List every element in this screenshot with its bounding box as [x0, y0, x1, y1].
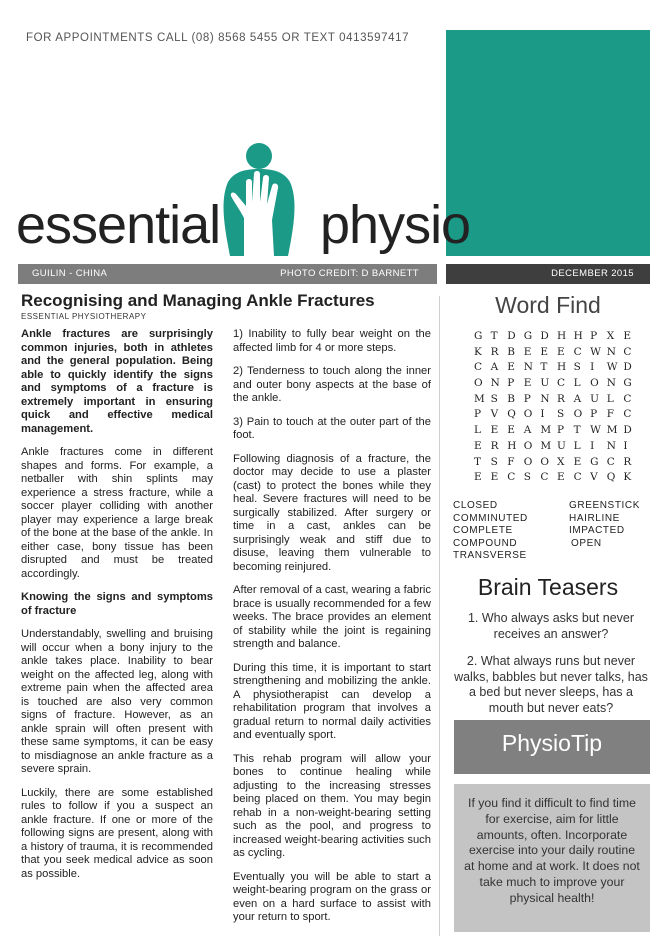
- word-find-letter: A: [573, 392, 582, 405]
- word-find-letter: E: [490, 424, 499, 437]
- article-paragraph: After removal of a cast, wearing a fabric brace is usually recommended for a few weeks. The brace provides an element of stability while the joint is regaining strength and balance.: [233, 584, 431, 650]
- word-find-letter: H: [507, 439, 517, 452]
- word-find-letter: K: [474, 345, 482, 358]
- word-list-item: CLOSED: [453, 500, 498, 511]
- word-list-right: [569, 500, 640, 550]
- brain-teaser-2: 2. What always runs but never walks, babbles but never talks, has a bed but never sleeps, has a mouth but never eats?: [454, 654, 648, 715]
- word-find-letter: G: [623, 377, 632, 390]
- physio-tip-title: PhysioTip: [501, 730, 603, 756]
- word-find-letter: X: [556, 455, 565, 468]
- article-paragraph: During this time, it is important to start strengthening and mobilizing the ankle. A physiotherapist can develop a rehabilitation program that involves a gradual return to normal daily activities and eventually sport.: [233, 661, 431, 741]
- word-find-letter: E: [490, 471, 499, 484]
- article-paragraph: Eventually you will be able to start a weight-bearing program on the grass or even on a hard surface to assist with your return to sport.: [233, 870, 431, 923]
- word-find-letter: A: [523, 424, 532, 437]
- word-find-letter: G: [523, 330, 533, 342]
- logo: [14, 138, 471, 256]
- article-intro: Ankle fractures are surprisingly common injuries, both in athletes and the general population. Being able to quickly identify the signs and symptoms of a fracture is extremely important in ensuring quick and effective medical management.: [21, 328, 213, 435]
- word-list-item: GREENSTICK: [569, 500, 641, 511]
- article-column-2: [233, 328, 431, 935]
- article-paragraph: This rehab program will allow your bones to continue healing while adjusting to the increasing stresses being placed on them. You may begin rehab in a non-weight-bearing setting such as the pool, and progress to increased weight-bearing activities such as cycling.: [233, 752, 431, 859]
- logo-word-essential: essential: [16, 195, 221, 255]
- word-find-letter: M: [606, 424, 618, 437]
- word-find-letter: W: [606, 361, 618, 374]
- word-find-letter: E: [523, 345, 532, 358]
- word-find-letter: C: [556, 377, 566, 390]
- word-find-letter: S: [523, 471, 531, 484]
- word-find-letter: A: [490, 361, 499, 374]
- word-find-letter: U: [556, 439, 566, 452]
- word-find-letter: C: [573, 345, 582, 358]
- word-find-letter: I: [623, 439, 628, 452]
- word-list-item: HAIRLINE: [569, 512, 620, 524]
- word-find-letter: D: [507, 330, 516, 342]
- appointment-contact: FOR APPOINTMENTS CALL (08) 8568 5455 OR TEXT 0413597417: [26, 32, 410, 44]
- word-find-row: [474, 456, 640, 472]
- word-find-letter: G: [474, 330, 483, 342]
- word-find-letter: R: [623, 455, 632, 468]
- word-find-letter: V: [590, 471, 598, 484]
- word-find-row: [474, 346, 640, 362]
- word-find-letter: P: [590, 408, 598, 421]
- word-find-letter: O: [523, 408, 533, 421]
- hand-figure-icon: [200, 138, 318, 256]
- word-find-letter: T: [540, 361, 548, 374]
- word-find-letter: P: [474, 408, 482, 421]
- word-find-letter: S: [490, 455, 498, 468]
- word-find-letter: D: [540, 330, 549, 342]
- article-paragraph: Following diagnosis of a fracture, the doctor may decide to use a plaster (cast) to protect the bones while they heal. Severe fractures will need to be surgically stabilized. After surgery or time in a cast, ankles can be surprisingly weak and stiff due to disuse, leaving them vulnerable to becoming reinjured.: [233, 452, 431, 573]
- photo-location: GUILIN - CHINA: [32, 268, 108, 279]
- word-find-letter: I: [540, 408, 545, 421]
- date-bar: [446, 264, 650, 284]
- word-find-letter: N: [606, 345, 616, 358]
- word-list-item: COMPOUND: [453, 537, 518, 549]
- word-find-letter: O: [573, 408, 583, 421]
- article-title: Recognising and Managing Ankle Fractures: [21, 291, 375, 310]
- word-find-letter: S: [556, 408, 565, 421]
- word-find-letter: I: [590, 439, 595, 452]
- word-find-letter: E: [474, 439, 482, 452]
- word-find-letter: N: [606, 377, 616, 390]
- word-find-letter: N: [490, 377, 500, 390]
- word-find-letter: L: [474, 424, 481, 437]
- word-find-row: [474, 440, 640, 456]
- word-list-item: COMMINUTED: [453, 512, 528, 524]
- word-find-letter: R: [556, 392, 565, 405]
- word-find-letter: C: [573, 471, 582, 484]
- word-find-letter: F: [606, 408, 615, 421]
- word-find-row: [474, 471, 640, 487]
- word-find-letter: E: [556, 471, 565, 484]
- word-find-letter: Q: [507, 408, 516, 421]
- word-find-letter: S: [490, 392, 498, 405]
- word-find-row: [474, 330, 640, 346]
- word-find-letter: I: [590, 361, 595, 374]
- word-find-title: Word Find: [495, 292, 601, 318]
- word-find-letter: F: [507, 455, 515, 468]
- physio-tip-header: [454, 720, 650, 774]
- word-find-letter: C: [623, 392, 632, 405]
- word-find-letter: R: [490, 345, 499, 358]
- word-find-letter: X: [606, 330, 615, 342]
- word-find-letter: P: [556, 424, 565, 437]
- word-find-letter: E: [623, 330, 632, 342]
- word-find-letter: P: [523, 392, 531, 405]
- word-find-letter: E: [573, 455, 582, 468]
- brain-teasers-title: Brain Teasers: [477, 574, 619, 600]
- header-color-block: [446, 30, 650, 256]
- word-find-letter: D: [623, 361, 632, 374]
- word-find-letter: U: [540, 377, 550, 390]
- word-find-letter: H: [556, 330, 567, 342]
- word-find-letter: B: [507, 345, 515, 358]
- word-find-row: [474, 377, 640, 393]
- word-list-item: TRANSVERSE: [453, 550, 527, 562]
- word-find-letter: H: [573, 330, 583, 342]
- word-find-letter: H: [556, 361, 567, 374]
- photo-credit: PHOTO CREDIT: D BARNETT: [280, 268, 419, 279]
- word-find-row: [474, 361, 640, 377]
- word-find-grid: [474, 330, 640, 487]
- info-bar: [18, 264, 437, 284]
- physio-tip-box: [454, 784, 650, 932]
- issue-date: DECEMBER 2015: [551, 268, 634, 279]
- word-find-letter: P: [590, 330, 598, 342]
- word-find-letter: P: [507, 377, 515, 390]
- word-list-item: COMPLETE: [453, 525, 513, 537]
- word-find-letter: M: [474, 392, 485, 405]
- word-list-item: OPEN: [571, 537, 602, 549]
- logo-word-physio: physio: [320, 195, 471, 255]
- word-list-item: IMPACTED: [569, 525, 625, 537]
- word-find-letter: N: [606, 439, 616, 452]
- word-find-letter: C: [474, 361, 483, 374]
- article-column-1: [21, 328, 213, 891]
- word-find-row: [474, 393, 640, 409]
- word-find-letter: C: [623, 345, 632, 358]
- word-list-left: [453, 500, 528, 563]
- word-find-letter: Q: [606, 471, 616, 484]
- word-find-row: [474, 424, 640, 440]
- word-find-letter: W: [590, 345, 601, 358]
- word-find-letter: W: [590, 424, 601, 437]
- word-find-letter: R: [490, 439, 499, 452]
- word-find-letter: E: [507, 424, 515, 437]
- word-find-letter: L: [573, 439, 581, 452]
- fracture-sign-2: 2) Tenderness to touch along the inner and outer bony aspects at the base of the ankle.: [233, 365, 431, 404]
- word-find-letter: T: [573, 424, 581, 437]
- article-subheading: Knowing the signs and symptoms of fracture: [21, 591, 213, 617]
- word-find-letter: S: [573, 361, 581, 374]
- word-find-letter: T: [490, 330, 498, 342]
- word-find-letter: K: [623, 471, 632, 484]
- article-paragraph: Luckily, there are some established rules to follow if you a suspect an ankle fracture. If one or more of the following signs are present, along with a history of trauma, it is recommended that you seek medical advice as soon as possible.: [21, 786, 213, 880]
- word-find-letter: C: [606, 455, 615, 468]
- word-find-letter: C: [540, 471, 549, 484]
- fracture-sign-3: 3) Pain to touch at the outer part of the foot.: [233, 415, 431, 441]
- word-find-row: [474, 408, 640, 424]
- word-find-letter: O: [590, 377, 599, 390]
- article-paragraph: Understandably, swelling and bruising will occur when a bony injury to the ankle takes place. Inability to bear weight on the affected leg, along with extreme pain when the affected area is touched are also very common signs of fracture. However, as an ankle sprain will often present with these same symptoms, it can be easy to misdiagnose an ankle fracture as a severe sprain.: [21, 628, 213, 775]
- word-find-letter: L: [606, 392, 614, 405]
- word-find-letter: E: [523, 377, 532, 390]
- word-find-letter: O: [523, 439, 533, 452]
- word-find-letter: O: [474, 377, 483, 390]
- word-find-letter: E: [474, 471, 482, 484]
- word-find-letter: M: [540, 439, 552, 452]
- word-find-letter: N: [523, 361, 533, 374]
- article-paragraph: Ankle fractures come in different shapes and forms. For example, a netballer with shin splints may experience a stress fracture, while a soccer player colliding with another player may experience a large break of the bone at the base of the ankle. In either case, bony tissue has been disrupted and must be treated accordingly.: [21, 446, 213, 580]
- fracture-sign-1: 1) Inability to fully bear weight on the affected limb for 4 or more steps.: [233, 328, 431, 354]
- word-find-letter: T: [474, 455, 482, 468]
- word-find-letter: M: [540, 424, 552, 437]
- word-find-letter: E: [556, 345, 565, 358]
- word-find-letter: L: [573, 377, 581, 390]
- word-find-letter: C: [507, 471, 516, 484]
- word-find-letter: G: [590, 455, 599, 468]
- word-find-letter: C: [623, 408, 632, 421]
- physio-tip-text: If you find it difficult to find time for exercise, aim for little amounts, often. Incorporate exercise into your daily routine at home and at work. It does not take much to improve your physical health!: [464, 796, 640, 905]
- word-find-letter: O: [523, 455, 533, 468]
- word-find-letter: B: [507, 392, 515, 405]
- word-find-letter: D: [623, 424, 632, 437]
- brain-teaser-1: 1. Who always asks but never receives an answer?: [467, 611, 635, 641]
- word-find-letter: E: [507, 361, 515, 374]
- word-find-letter: V: [490, 408, 499, 421]
- article-byline: ESSENTIAL PHYSIOTHERAPY: [21, 312, 147, 321]
- word-find-letter: O: [540, 455, 549, 468]
- word-find-letter: E: [540, 345, 549, 358]
- column-divider: [439, 296, 440, 936]
- word-find-letter: U: [590, 392, 600, 405]
- word-find-letter: N: [540, 392, 550, 405]
